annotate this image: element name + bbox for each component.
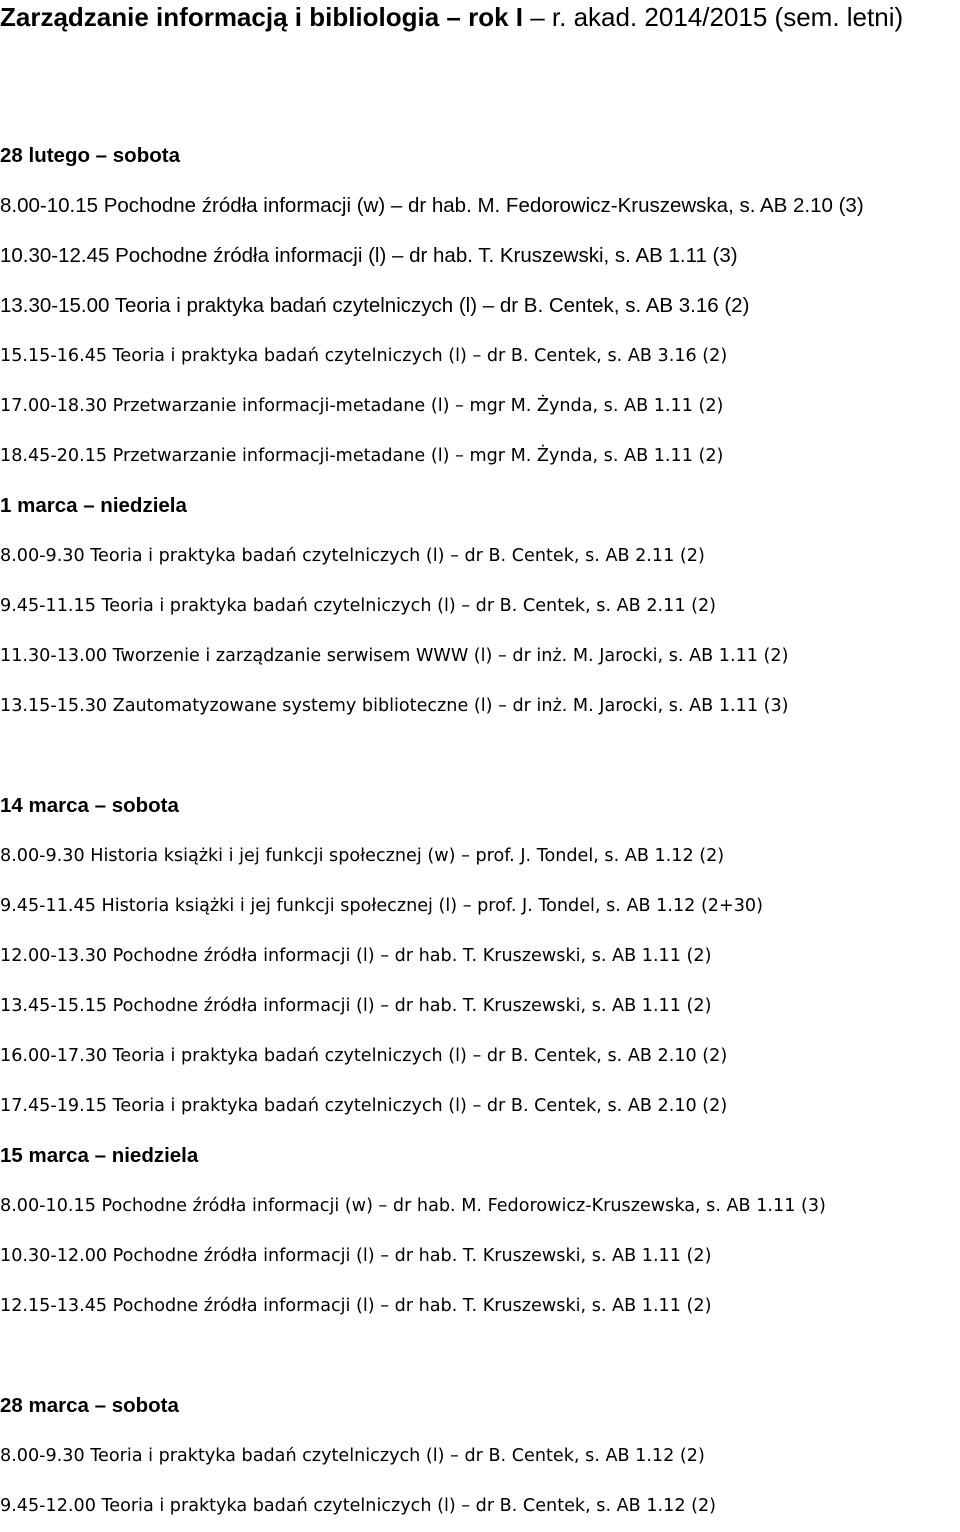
- schedule-entry: 13.15-15.30 Zautomatyzowane systemy biblioteczne (l) – dr inż. M. Jarocki, s. AB 1.11 (3): [0, 696, 789, 716]
- schedule-entry: 9.45-11.15 Teoria i praktyka badań czytelniczych (l) – dr B. Centek, s. AB 2.11 (2): [0, 596, 717, 616]
- day-heading: 28 lutego – sobota: [0, 144, 180, 167]
- schedule-entry: 17.45-19.15 Teoria i praktyka badań czytelniczych (l) – dr B. Centek, s. AB 2.10 (2): [0, 1096, 728, 1116]
- day-heading: 15 marca – niedziela: [0, 1144, 199, 1167]
- schedule-entry: 18.45-20.15 Przetwarzanie informacji-metadane (l) – mgr M. Żynda, s. AB 1.11 (2): [0, 446, 724, 466]
- schedule-entry: 10.30-12.45 Pochodne źródła informacji (l) – dr hab. T. Kruszewski, s. AB 1.11 (3): [0, 244, 738, 267]
- schedule-entry: 16.00-17.30 Teoria i praktyka badań czytelniczych (l) – dr B. Centek, s. AB 2.10 (2): [0, 1046, 728, 1066]
- schedule-entry: 10.30-12.00 Pochodne źródła informacji (l) – dr hab. T. Kruszewski, s. AB 1.11 (2): [0, 1246, 712, 1266]
- schedule-entry: 11.30-13.00 Tworzenie i zarządzanie serwisem WWW (l) – dr inż. M. Jarocki, s. AB 1.11 (2): [0, 646, 789, 666]
- schedule-entry: 15.15-16.45 Teoria i praktyka badań czytelniczych (l) – dr B. Centek, s. AB 3.16 (2): [0, 346, 728, 366]
- schedule-entry: 9.45-12.00 Teoria i praktyka badań czytelniczych (l) – dr B. Centek, s. AB 1.12 (2): [0, 1496, 717, 1516]
- schedule-entry: 8.00-9.30 Historia książki i jej funkcji społecznej (w) – prof. J. Tondel, s. AB 1.12 (2): [0, 846, 725, 866]
- schedule-entry: 13.45-15.15 Pochodne źródła informacji (l) – dr hab. T. Kruszewski, s. AB 1.11 (2): [0, 996, 712, 1016]
- schedule-entry: 9.45-11.45 Historia książki i jej funkcji społecznej (l) – prof. J. Tondel, s. AB 1.12 (2+30): [0, 896, 763, 916]
- schedule-entry: 8.00-9.30 Teoria i praktyka badań czytelniczych (l) – dr B. Centek, s. AB 1.12 (2): [0, 1446, 705, 1466]
- schedule-entry: 12.00-13.30 Pochodne źródła informacji (l) – dr hab. T. Kruszewski, s. AB 1.11 (2): [0, 946, 712, 966]
- title-bold-part: Zarządzanie informacją i bibliologia – rok I: [0, 2, 524, 32]
- document-title: [0, 0, 903, 34]
- schedule-entry: 8.00-10.15 Pochodne źródła informacji (w) – dr hab. M. Fedorowicz-Kruszewska, s. AB 1.11 (3): [0, 1196, 826, 1216]
- title-regular-part: – r. akad. 2014/2015 (sem. letni): [523, 2, 904, 32]
- day-heading: 14 marca – sobota: [0, 794, 179, 817]
- day-heading: 28 marca – sobota: [0, 1394, 179, 1417]
- schedule-entry: 8.00-10.15 Pochodne źródła informacji (w) – dr hab. M. Fedorowicz-Kruszewska, s. AB 2.10 (3): [0, 194, 864, 217]
- day-heading: 1 marca – niedziela: [0, 494, 187, 517]
- schedule-entry: 8.00-9.30 Teoria i praktyka badań czytelniczych (l) – dr B. Centek, s. AB 2.11 (2): [0, 546, 705, 566]
- schedule-entry: 12.15-13.45 Pochodne źródła informacji (l) – dr hab. T. Kruszewski, s. AB 1.11 (2): [0, 1296, 712, 1316]
- schedule-entry: 17.00-18.30 Przetwarzanie informacji-metadane (l) – mgr M. Żynda, s. AB 1.11 (2): [0, 396, 724, 416]
- schedule-entry: 13.30-15.00 Teoria i praktyka badań czytelniczych (l) – dr B. Centek, s. AB 3.16 (2): [0, 294, 750, 317]
